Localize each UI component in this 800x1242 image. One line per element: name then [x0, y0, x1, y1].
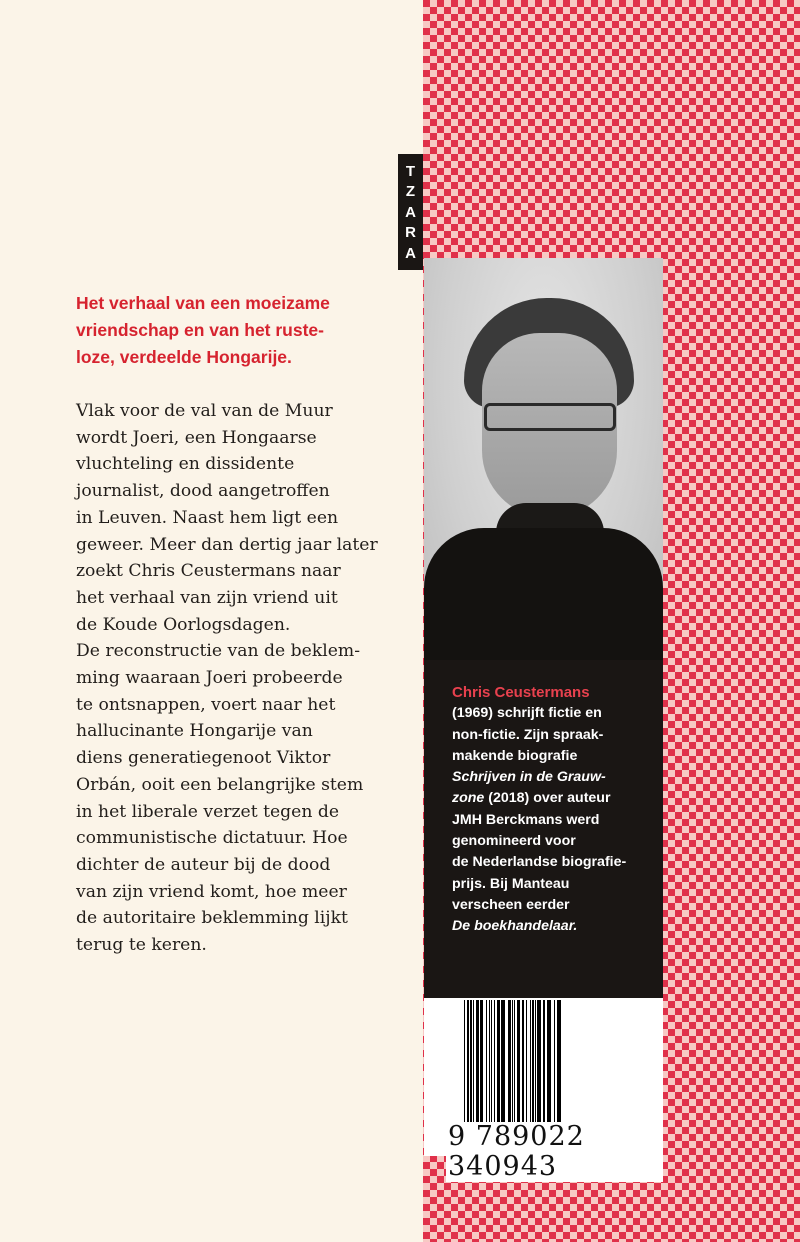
blurb-line: Vlak voor de val van de Muur	[76, 401, 333, 421]
barcode-icon	[464, 1000, 642, 1128]
blurb-line: de Koude Oorlogsdagen.	[76, 614, 291, 635]
bio-title-fragment: zone	[452, 790, 485, 807]
bio-line: JMH Berckmans werd	[452, 811, 600, 828]
blurb-line: zoekt Chris Ceustermans naar	[76, 561, 341, 582]
bio-line: verscheen eerder	[452, 896, 570, 913]
book-blurb	[76, 398, 406, 959]
bio-line-rest: (2018) over auteur	[484, 790, 611, 807]
blurb-line: de autoritaire beklemming lijkt	[76, 908, 348, 929]
tagline	[76, 290, 396, 371]
blurb-line: vluchteling en dissidente	[76, 454, 295, 475]
publisher-letter: R	[405, 224, 416, 241]
publisher-letter: A	[405, 244, 416, 262]
tagline-line: vriendschap en van het ruste-	[76, 320, 324, 340]
blurb-line: geweer. Meer dan dertig jaar later	[76, 534, 378, 555]
blurb-line: in Leuven. Naast hem ligt een	[76, 507, 339, 528]
photo-glasses-shape	[484, 403, 616, 431]
blurb-line: dichter de auteur bij de dood	[76, 854, 331, 875]
blurb-line: Orbán, ooit een belangrijke stem	[76, 774, 364, 795]
bio-line: non-fictie. Zijn spraak-	[452, 726, 604, 743]
author-bio	[424, 660, 663, 998]
blurb-line: De reconstructie van de beklem-	[76, 641, 361, 662]
bio-line-italic: De boekhandelaar.	[452, 918, 578, 935]
bio-line-italic: Schrijven in de Grauw-	[452, 769, 606, 786]
photo-shoulders-shape	[424, 528, 663, 660]
publisher-letter: A	[405, 203, 416, 221]
tagline-line: Het verhaal van een moeizame	[76, 293, 330, 313]
bio-line: makende biografie	[452, 747, 578, 764]
blurb-line: wordt Joeri, een Hongaarse	[76, 427, 317, 448]
blurb-line: van zijn vriend komt, hoe meer	[76, 881, 347, 902]
blurb-line: terug te keren.	[76, 935, 207, 956]
bio-line: genomineerd voor	[452, 833, 576, 850]
blurb-line: journalist, dood aangetroffen	[76, 481, 330, 502]
blurb-line: diens generatiegenoot Viktor	[76, 748, 331, 769]
bio-line: prijs. Bij Manteau	[452, 875, 570, 892]
blurb-line: communistische dictatuur. Hoe	[76, 828, 348, 849]
bio-line: (1969) schrijft fictie en	[452, 705, 602, 722]
tagline-line: loze, verdeelde Hongarije.	[76, 347, 292, 367]
publisher-letter: Z	[405, 183, 416, 200]
isbn-barcode-panel	[424, 998, 663, 1182]
blurb-line: te ontsnappen, voert naar het	[76, 694, 336, 715]
blurb-line: hallucinante Hongarije van	[76, 721, 313, 742]
bio-line	[452, 788, 663, 809]
blurb-line: ming waaraan Joeri probeerde	[76, 668, 343, 689]
isbn-number: 9 789022 340943	[446, 1122, 663, 1182]
blurb-line: in het liberale verzet tegen de	[76, 801, 340, 822]
blurb-line: het verhaal van zijn vriend uit	[76, 587, 338, 608]
author-name: Chris Ceustermans	[452, 684, 590, 701]
bio-line: de Nederlandse biografie-	[452, 854, 627, 871]
publisher-logo-tzara	[398, 154, 423, 270]
author-photo	[424, 258, 663, 660]
publisher-letter: T	[405, 162, 416, 180]
